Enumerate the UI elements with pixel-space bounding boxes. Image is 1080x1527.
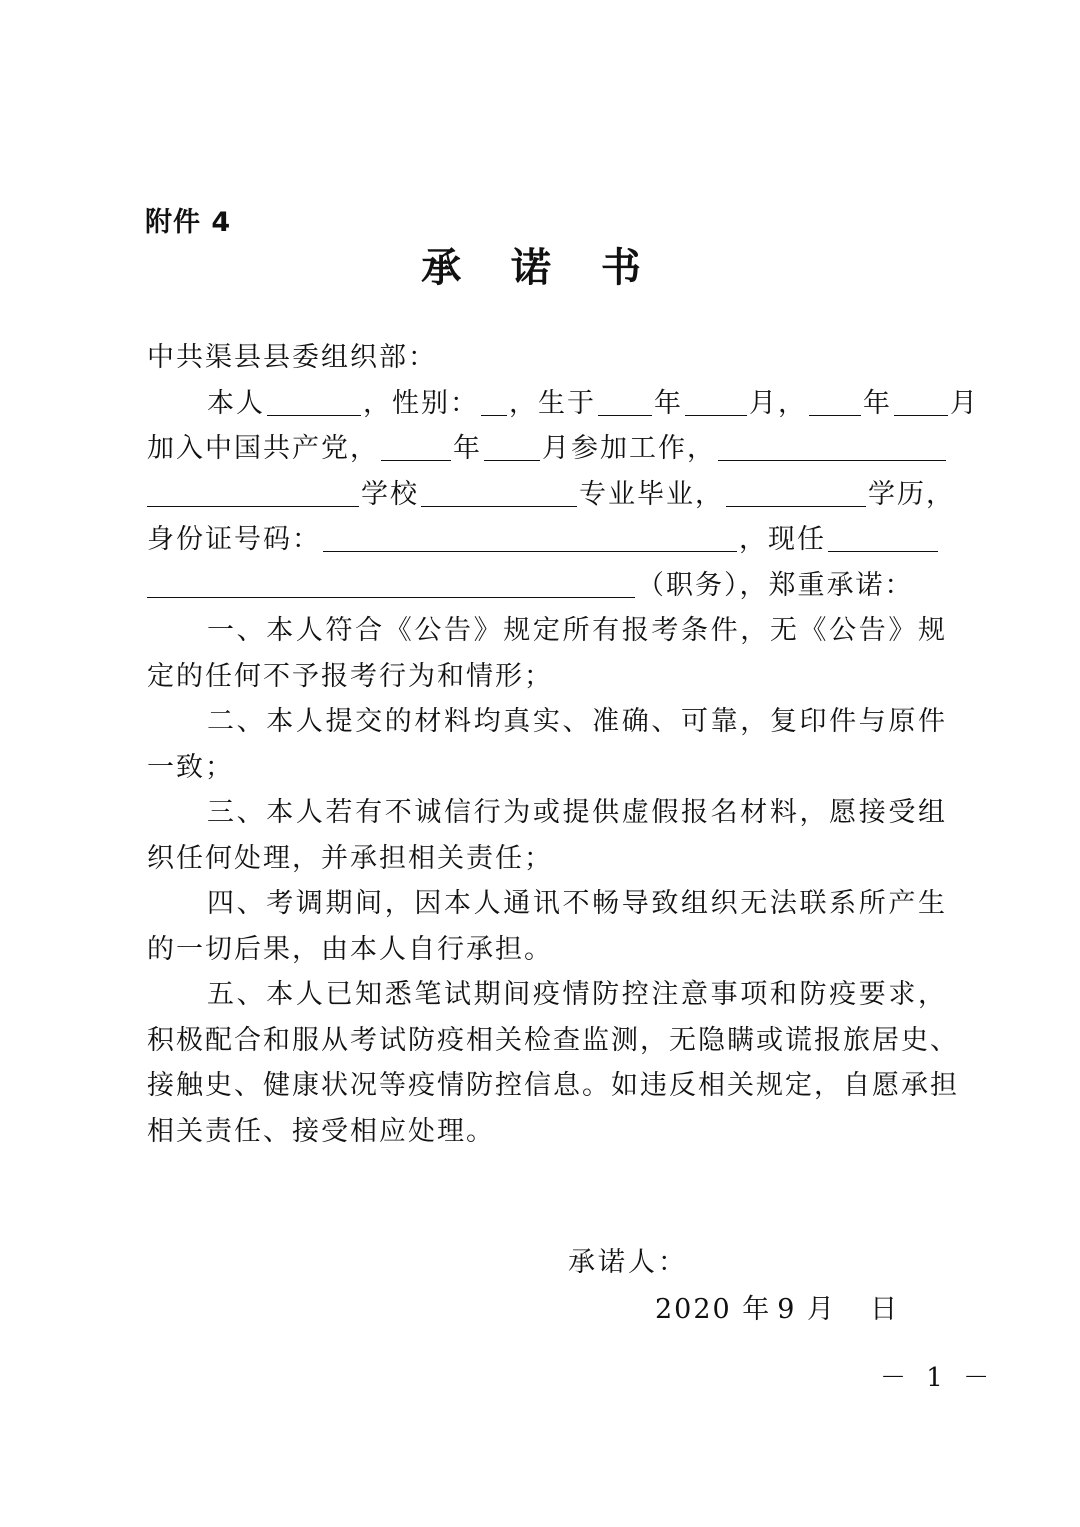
glyph: 、	[236, 888, 266, 919]
party-month-blank[interactable]	[894, 385, 948, 416]
glyph: 考	[350, 1024, 379, 1056]
glyph: 、	[236, 797, 266, 828]
glyph: 息	[553, 1070, 582, 1101]
form-text: 月参加工作，	[542, 433, 716, 464]
work-year-blank[interactable]	[381, 430, 451, 461]
glyph: 间	[355, 888, 385, 919]
glyph: 材	[414, 706, 444, 737]
glyph: 料	[769, 797, 799, 828]
glyph: 报	[681, 797, 710, 828]
glyph: 监	[582, 1024, 611, 1056]
glyph: ，	[740, 615, 770, 646]
glyph: 、	[562, 706, 592, 737]
glyph: 事	[710, 979, 740, 1010]
glyph: 检	[524, 1024, 553, 1056]
glyph: 如	[611, 1070, 640, 1101]
position-blank-part1[interactable]	[828, 521, 938, 552]
glyph: 与	[858, 706, 888, 737]
glyph: 积	[147, 1024, 176, 1056]
glyph: 一	[207, 615, 236, 646]
para-5-line-1	[147, 972, 947, 1018]
glyph: 报	[814, 1024, 843, 1056]
form-text: 本人	[207, 387, 265, 419]
date-year: 2020 年	[655, 1294, 772, 1325]
form-text: ，现任	[739, 524, 826, 555]
glyph: 相	[698, 1070, 727, 1101]
signature-label: 承诺人：	[568, 1247, 688, 1278]
glyph: 规	[918, 615, 947, 646]
glyph: 真	[503, 706, 533, 737]
glyph: 项	[740, 979, 770, 1010]
glyph: 确	[621, 706, 651, 737]
form-text: 月	[950, 387, 979, 419]
glyph: 生	[918, 888, 947, 919]
glyph: 相	[466, 1024, 495, 1056]
glyph: 防	[799, 979, 829, 1010]
glyph: 、	[651, 706, 681, 737]
glyph: 考	[651, 615, 681, 646]
para-4-line-1	[147, 881, 947, 927]
glyph: 悉	[384, 979, 414, 1010]
form-line-5	[147, 563, 947, 609]
glyph: 反	[669, 1070, 698, 1101]
glyph: 三	[207, 797, 236, 828]
glyph: 触	[176, 1070, 205, 1101]
glyph: 状	[321, 1070, 350, 1101]
glyph: 或	[756, 1024, 785, 1056]
birth-month-blank[interactable]	[685, 385, 747, 416]
glyph: 假	[651, 797, 681, 828]
glyph: 和	[263, 1024, 292, 1056]
glyph: ，	[799, 797, 829, 828]
position-blank-part2[interactable]	[147, 567, 635, 598]
glyph: 考	[266, 888, 296, 919]
glyph: 料	[444, 706, 473, 737]
glyph: 受	[888, 797, 918, 828]
glyph: 和	[769, 979, 799, 1010]
glyph: 况	[350, 1070, 379, 1101]
id-number-blank[interactable]	[323, 521, 737, 552]
para-5-line-2	[147, 1018, 959, 1064]
para-5-line-4: 相关责任、接受相应处理。	[147, 1115, 495, 1147]
signature-date	[655, 1287, 905, 1326]
degree-blank[interactable]	[726, 476, 866, 507]
glyph: 件	[829, 706, 859, 737]
glyph: 求	[888, 979, 918, 1010]
glyph: 信	[444, 797, 473, 828]
glyph: ，	[384, 888, 414, 919]
glyph: 因	[414, 888, 444, 919]
glyph: 已	[325, 979, 355, 1010]
glyph: 注	[651, 979, 681, 1010]
glyph: 人	[295, 615, 325, 646]
glyph: 情	[437, 1070, 466, 1101]
glyph: 防	[408, 1024, 437, 1056]
glyph: 靠	[710, 706, 740, 737]
glyph: 供	[592, 797, 622, 828]
glyph: 控	[621, 979, 651, 1010]
glyph: 合	[355, 615, 385, 646]
glyph: 四	[207, 888, 236, 919]
glyph: 防	[592, 979, 622, 1010]
glyph: 无	[769, 615, 799, 646]
glyph: 致	[651, 888, 681, 919]
glyph: 材	[740, 797, 770, 828]
para-1-line-1	[147, 608, 947, 654]
glyph: 健	[263, 1070, 292, 1101]
glyph: 担	[930, 1070, 959, 1101]
school-blank-part1[interactable]	[718, 430, 946, 461]
glyph: 试	[444, 979, 473, 1010]
glyph: 人	[295, 979, 325, 1010]
gender-blank[interactable]	[481, 385, 507, 416]
form-line-1	[147, 381, 979, 427]
glyph: 、	[930, 1024, 959, 1056]
glyph: 报	[621, 615, 651, 646]
glyph: 自	[843, 1070, 872, 1101]
glyph: 均	[473, 706, 503, 737]
glyph: 公	[829, 615, 859, 646]
glyph: 本	[266, 615, 296, 646]
glyph: 违	[640, 1070, 669, 1101]
glyph: 瞒	[727, 1024, 756, 1056]
glyph: 原	[888, 706, 918, 737]
glyph: 不	[384, 797, 414, 828]
glyph: 愿	[829, 797, 859, 828]
glyph: 本	[444, 888, 473, 919]
glyph: 定	[532, 615, 562, 646]
page-number: － 1 －	[880, 1363, 996, 1393]
school-blank-part2[interactable]	[147, 476, 359, 507]
glyph: 符	[325, 615, 355, 646]
attachment-label: 附件 4	[145, 207, 232, 238]
major-blank[interactable]	[421, 476, 577, 507]
glyph: 所	[858, 888, 888, 919]
glyph: 防	[466, 1070, 495, 1101]
glyph: 疫	[408, 1070, 437, 1101]
glyph: 间	[503, 979, 533, 1010]
glyph: 从	[321, 1024, 350, 1056]
glyph: 的	[384, 706, 414, 737]
glyph: 实	[532, 706, 562, 737]
glyph: 所	[562, 615, 592, 646]
party-year-blank[interactable]	[809, 385, 861, 416]
glyph: 法	[769, 888, 799, 919]
glyph: 测	[611, 1024, 640, 1056]
glyph: 本	[266, 797, 296, 828]
form-text: 学历，	[868, 478, 955, 510]
form-line-4	[147, 517, 947, 563]
form-line-2	[147, 426, 947, 472]
glyph: 试	[379, 1024, 408, 1056]
glyph: 接	[858, 797, 888, 828]
form-text: 学校	[361, 478, 419, 510]
glyph: 产	[888, 888, 918, 919]
form-text: ，生于	[509, 387, 596, 419]
glyph: 谎	[785, 1024, 814, 1056]
para-2-line-1	[147, 699, 947, 745]
glyph: 。	[582, 1070, 611, 1101]
glyph: 要	[858, 979, 888, 1010]
glyph: 居	[872, 1024, 901, 1056]
glyph: 为	[503, 797, 533, 828]
glyph: 笔	[414, 979, 444, 1010]
glyph: 意	[681, 979, 710, 1010]
glyph: ，	[740, 706, 770, 737]
glyph: 告	[444, 615, 473, 646]
glyph: 服	[292, 1024, 321, 1056]
glyph: 五	[207, 979, 236, 1010]
para-5-line-3	[147, 1063, 959, 1109]
glyph: 诚	[414, 797, 444, 828]
glyph: 有	[592, 615, 622, 646]
glyph: 畅	[592, 888, 622, 919]
glyph: 提	[325, 706, 355, 737]
document-body	[147, 335, 979, 1154]
form-text: 年	[654, 387, 683, 419]
form-text: 年	[453, 433, 482, 464]
glyph: 二	[207, 706, 236, 737]
glyph: ，	[918, 979, 947, 1010]
para-3-line-1	[147, 790, 947, 836]
glyph: 期	[473, 979, 503, 1010]
glyph: 件	[918, 706, 947, 737]
glyph: 规	[756, 1070, 785, 1101]
glyph: 《	[799, 615, 829, 646]
glyph: 系	[829, 888, 859, 919]
para-1-line-2: 定的任何不予报考行为和情形；	[147, 660, 553, 692]
glyph: 》	[473, 615, 503, 646]
para-2-line-2: 一致；	[147, 751, 234, 783]
glyph: 公	[414, 615, 444, 646]
glyph: 知	[355, 979, 385, 1010]
glyph: 愿	[872, 1070, 901, 1101]
form-text: 加入中国共产党，	[147, 433, 379, 464]
form-text: 年	[863, 387, 892, 419]
form-text: 月，	[749, 387, 807, 419]
birth-year-blank[interactable]	[598, 385, 652, 416]
glyph: 人	[295, 797, 325, 828]
glyph: 本	[266, 706, 296, 737]
glyph: 印	[799, 706, 829, 737]
glyph: 、	[236, 706, 266, 737]
date-day: 日	[870, 1294, 900, 1325]
glyph: 可	[681, 706, 710, 737]
para-4-line-2: 的一切后果，由本人自行承担。	[147, 933, 553, 965]
para-3-line-2: 织任何处理，并承担相关责任；	[147, 842, 553, 874]
glyph: 虚	[621, 797, 651, 828]
glyph: 规	[503, 615, 533, 646]
date-month: 9 月	[777, 1294, 837, 1325]
glyph: 织	[710, 888, 740, 919]
glyph: 《	[384, 615, 414, 646]
glyph: 或	[532, 797, 562, 828]
glyph: 人	[295, 706, 325, 737]
work-month-blank[interactable]	[484, 430, 540, 461]
glyph: 不	[562, 888, 592, 919]
glyph: 准	[592, 706, 622, 737]
form-text: 身份证号码：	[147, 524, 321, 555]
glyph: 查	[553, 1024, 582, 1056]
glyph: 告	[858, 615, 888, 646]
glyph: 组	[681, 888, 710, 919]
glyph: 》	[888, 615, 918, 646]
glyph: 若	[325, 797, 355, 828]
glyph: 史	[901, 1024, 930, 1056]
glyph: 情	[562, 979, 592, 1010]
glyph: 合	[234, 1024, 263, 1056]
glyph: 康	[292, 1070, 321, 1101]
glyph: 关	[727, 1070, 756, 1101]
glyph: 史	[205, 1070, 234, 1101]
glyph: 交	[355, 706, 385, 737]
glyph: ，	[640, 1024, 669, 1056]
glyph: 本	[266, 979, 296, 1010]
form-text: ，性别：	[363, 387, 479, 419]
glyph: 疫	[437, 1024, 466, 1056]
glyph: 定	[785, 1070, 814, 1101]
glyph: 、	[236, 979, 266, 1010]
form-line-3	[147, 472, 955, 518]
glyph: 人	[473, 888, 503, 919]
glyph: 组	[918, 797, 947, 828]
glyph: 期	[325, 888, 355, 919]
glyph: 调	[295, 888, 325, 919]
glyph: 极	[176, 1024, 205, 1056]
glyph: 复	[769, 706, 799, 737]
glyph: 关	[495, 1024, 524, 1056]
glyph: 无	[669, 1024, 698, 1056]
glyph: 讯	[532, 888, 562, 919]
document-title: 承 诺 书	[421, 244, 659, 291]
glyph: 信	[524, 1070, 553, 1101]
glyph: 件	[710, 615, 740, 646]
glyph: 无	[740, 888, 770, 919]
glyph: 疫	[829, 979, 859, 1010]
glyph: 隐	[698, 1024, 727, 1056]
glyph: 条	[681, 615, 710, 646]
glyph: 名	[710, 797, 740, 828]
glyph: 有	[355, 797, 385, 828]
glyph: 等	[379, 1070, 408, 1101]
glyph: 疫	[532, 979, 562, 1010]
glyph: 承	[901, 1070, 930, 1101]
glyph: 控	[495, 1070, 524, 1101]
name-blank[interactable]	[267, 385, 361, 416]
glyph: 、	[234, 1070, 263, 1101]
glyph: 行	[473, 797, 503, 828]
glyph: 配	[205, 1024, 234, 1056]
form-text: （职务），郑重承诺：	[637, 569, 914, 601]
form-text: 专业毕业，	[579, 478, 724, 510]
glyph: 导	[621, 888, 651, 919]
glyph: 通	[503, 888, 533, 919]
glyph: ，	[814, 1070, 843, 1101]
glyph: 接	[147, 1070, 176, 1101]
glyph: 联	[799, 888, 829, 919]
glyph: 旅	[843, 1024, 872, 1056]
glyph: 、	[236, 615, 266, 646]
glyph: 提	[562, 797, 592, 828]
addressee: 中共渠县县委组织部：	[147, 342, 437, 373]
